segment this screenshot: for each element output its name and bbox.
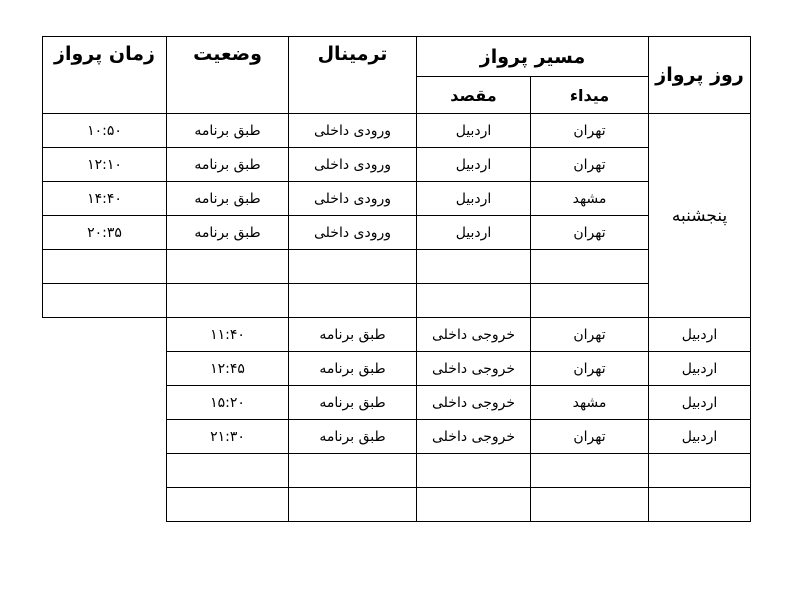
time-cell: ۱۲:۴۵ — [167, 352, 289, 386]
time-cell: ۱۵:۲۰ — [167, 386, 289, 420]
status-cell: طبق برنامه — [289, 318, 417, 352]
time-cell: ۱۰:۵۰ — [43, 114, 167, 148]
status-cell: طبق برنامه — [167, 216, 289, 250]
status-cell: طبق برنامه — [289, 386, 417, 420]
destination-cell: اردبیل — [417, 216, 531, 250]
origin-header: میداء — [531, 77, 649, 114]
day-header: روز پرواز — [649, 37, 751, 114]
origin-cell: تهران — [531, 216, 649, 250]
status-cell: طبق برنامه — [289, 352, 417, 386]
terminal-header: ترمینال — [289, 37, 417, 114]
terminal-cell: ورودی داخلی — [289, 216, 417, 250]
terminal-cell: خروجی داخلی — [417, 318, 531, 352]
table-row — [43, 182, 751, 216]
origin-cell: اردبیل — [649, 386, 751, 420]
arrivals-group — [43, 114, 751, 318]
empty-row — [43, 250, 751, 284]
time-cell: ۱۱:۴۰ — [167, 318, 289, 352]
table-row — [43, 318, 751, 352]
terminal-cell: خروجی داخلی — [417, 386, 531, 420]
time-cell: ۱۲:۱۰ — [43, 148, 167, 182]
destination-cell: اردبیل — [417, 148, 531, 182]
header-row — [43, 37, 751, 77]
table-row — [43, 386, 751, 420]
table-row — [43, 114, 751, 148]
status-cell: طبق برنامه — [167, 148, 289, 182]
empty-row — [43, 488, 751, 522]
day-cell: پنجشنبه — [649, 114, 751, 318]
status-header: وضعیت — [167, 37, 289, 114]
departures-group — [43, 318, 751, 522]
time-header: زمان پرواز — [43, 37, 167, 114]
destination-cell: اردبیل — [417, 114, 531, 148]
destination-cell: مشهد — [531, 386, 649, 420]
terminal-cell: ورودی داخلی — [289, 148, 417, 182]
table-row — [43, 352, 751, 386]
table-row — [43, 148, 751, 182]
table-row — [43, 216, 751, 250]
destination-header: مقصد — [417, 77, 531, 114]
route-header: مسیر پرواز — [417, 37, 649, 77]
flight-schedule-table — [42, 36, 751, 522]
terminal-cell: خروجی داخلی — [417, 352, 531, 386]
table-row — [43, 420, 751, 454]
terminal-cell: خروجی داخلی — [417, 420, 531, 454]
terminal-cell: ورودی داخلی — [289, 114, 417, 148]
origin-cell: اردبیل — [649, 318, 751, 352]
status-cell: طبق برنامه — [167, 114, 289, 148]
time-cell: ۱۴:۴۰ — [43, 182, 167, 216]
origin-cell: اردبیل — [649, 420, 751, 454]
origin-cell: تهران — [531, 114, 649, 148]
status-cell: طبق برنامه — [167, 182, 289, 216]
origin-cell: تهران — [531, 148, 649, 182]
time-cell: ۲۱:۳۰ — [167, 420, 289, 454]
destination-cell: تهران — [531, 318, 649, 352]
origin-cell: اردبیل — [649, 352, 751, 386]
destination-cell: تهران — [531, 420, 649, 454]
empty-row — [43, 454, 751, 488]
time-cell: ۲۰:۳۵ — [43, 216, 167, 250]
origin-cell: مشهد — [531, 182, 649, 216]
destination-cell: اردبیل — [417, 182, 531, 216]
terminal-cell: ورودی داخلی — [289, 182, 417, 216]
status-cell: طبق برنامه — [289, 420, 417, 454]
empty-row — [43, 284, 751, 318]
destination-cell: تهران — [531, 352, 649, 386]
